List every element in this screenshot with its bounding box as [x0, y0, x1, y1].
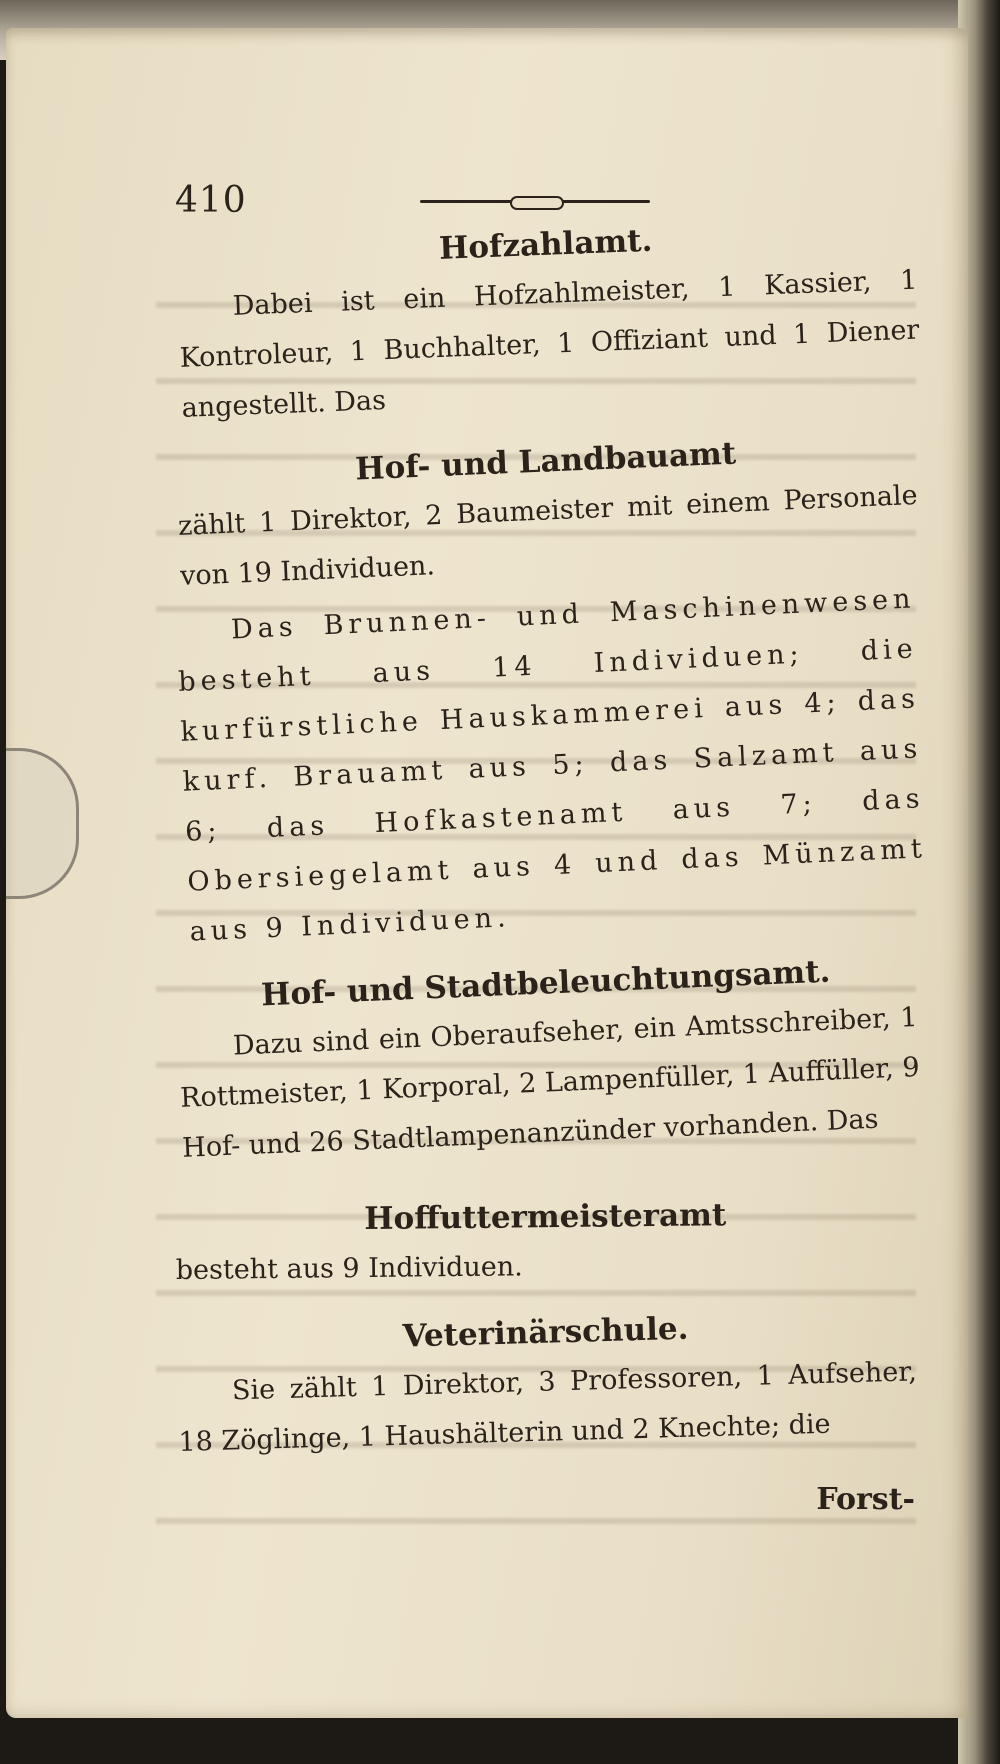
section-paragraph: Dabei ist ein Hofzahlmeister, 1 Kassier, 1 Kontroleur, 1 Buchhalter, 1 Offiziant und 1 Diener angestellt. Das: [179, 264, 920, 424]
section-paragraph: besteht aus 9 Individuen.: [175, 1251, 523, 1286]
page-content: [175, 180, 928, 1538]
header-ornament-rule: [420, 196, 650, 206]
section-brunnenwesen: [175, 574, 930, 957]
section-paragraph: Das Brunnen- und Maschinenwesen besteht aus 14 Individuen; die kurfürstliche Hauskammerei aus 4; das kurf. Brauamt aus 5; das Salzamt aus 6; das Hofkastenamt aus 7; das Obersiegelamt aus 4 und das Münzamt aus 9 Individuen.: [177, 583, 928, 948]
section-hoffuttermeisteramt: [175, 1188, 916, 1296]
section-heading: Hoffuttermeisteramt: [364, 1197, 727, 1238]
catchword: Forst-: [816, 1482, 915, 1517]
section-stadtbeleuchtungsamt: [175, 943, 923, 1174]
page-footer: [175, 1468, 915, 1538]
section-heading: Hofzahlamt.: [438, 222, 653, 267]
page-number: 410: [175, 180, 247, 221]
section-heading: Hof- und Landbauamt: [354, 435, 737, 488]
section-heading: Hof- und Stadtbeleuchtungsamt.: [260, 953, 832, 1014]
binder-clip: [6, 748, 79, 899]
section-paragraph: Sie zählt 1 Direktor, 3 Professoren, 1 Aufseher, 18 Zöglinge, 1 Haushälterin und 2 Knechte; die: [178, 1356, 918, 1458]
section-hofzahlamt: [175, 206, 922, 434]
section-veterinaerschule: [175, 1297, 919, 1468]
section-heading: Veterinärschule.: [402, 1310, 689, 1355]
section-paragraph: zählt 1 Direktor, 2 Baumeister mit einem Personale von 19 Individuen.: [177, 479, 919, 592]
section-landbauamt: [175, 421, 921, 602]
section-paragraph: Dazu sind ein Oberaufseher, ein Amtsschreiber, 1 Rottmeister, 1 Korporal, 2 Lampenfüller, 1 Auffüller, 9 Hof- und 26 Stadtlampenanzünder vorhanden. Das: [179, 1001, 921, 1164]
